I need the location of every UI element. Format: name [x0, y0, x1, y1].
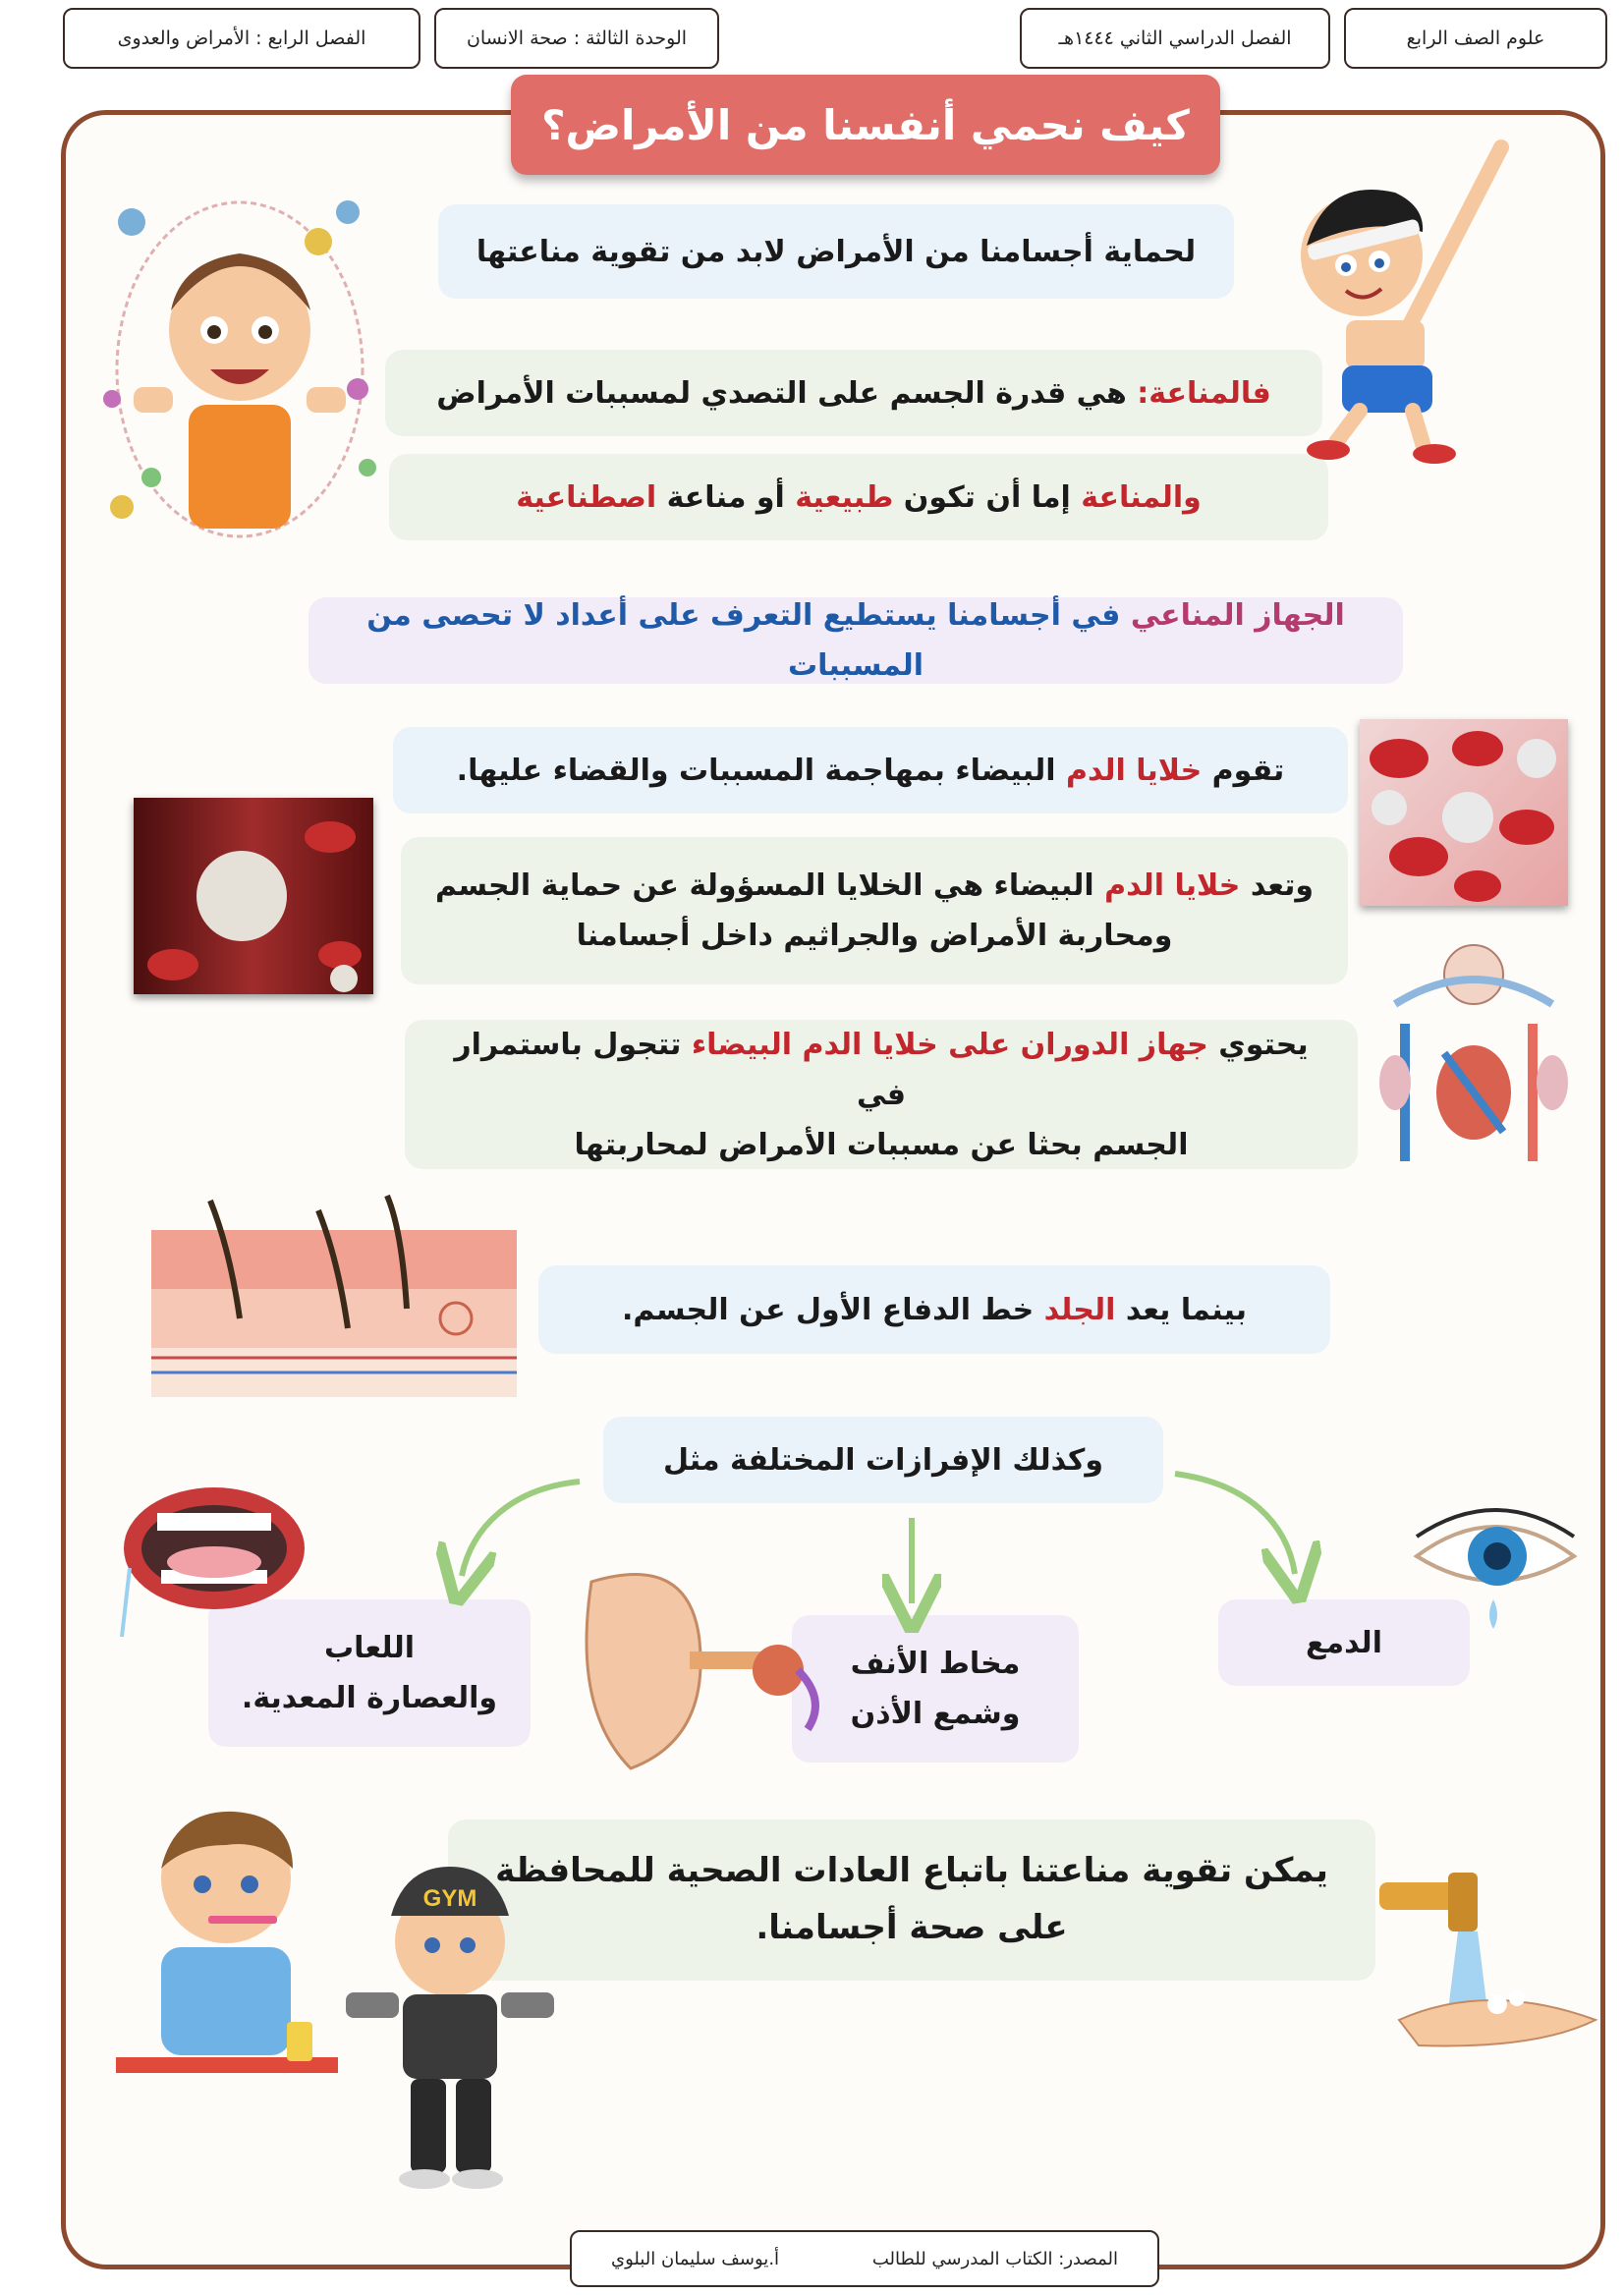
circulatory-system-illustration	[1366, 935, 1578, 1181]
skin-illustration	[151, 1191, 517, 1399]
gym-cap-label: GYM	[422, 1885, 477, 1912]
page-footer	[570, 2230, 1159, 2287]
header-chapter: الفصل الرابع : الأمراض والعدوى	[63, 8, 420, 69]
header-term: الفصل الدراسي الثاني ١٤٤٤هـ	[1020, 8, 1330, 69]
tears-box: الدمع	[1218, 1599, 1470, 1686]
skin-box: بينما يعد الجلد خط الدفاع الأول عن الجسم.	[538, 1265, 1330, 1354]
eye-illustration	[1407, 1497, 1584, 1635]
mouth-illustration	[116, 1480, 312, 1647]
healthy-habits-box: يمكن تقوية مناعتنا باتباع العادات الصحية للمحافظة على صحة أجسامنا.	[448, 1819, 1375, 1981]
blood-cells-drawing	[1360, 719, 1568, 906]
circulatory-box: يحتوي جهاز الدوران على خلايا الدم البيضاء تتجول باستمرار في الجسم بحثا عن مسببات الأمراض لمحاربتها	[405, 1020, 1358, 1169]
nose-ear-box: مخاط الأنف وشمع الأذن	[792, 1615, 1079, 1763]
header-subject: علوم الصف الرابع	[1344, 8, 1607, 69]
footer-author: أ.يوسف سليمان البلوي	[611, 2248, 780, 2269]
toothbrush-boy-illustration	[116, 1800, 338, 2085]
ear-illustration	[552, 1562, 833, 1782]
secretions-box: وكذلك الإفرازات المختلفة مثل	[603, 1417, 1163, 1503]
immune-system-box: الجهاز المناعي في أجسامنا يستطيع التعرف على أعداد لا تحصى من المسببات	[308, 597, 1403, 684]
white-cell-drawing	[134, 798, 373, 994]
blood-cells-image-right	[1360, 719, 1568, 906]
white-cells-role-box: وتعد خلايا الدم البيضاء هي الخلايا المسؤولة عن حماية الجسم ومحاربة الأمراض والجراثيم داخل أجسامنا	[401, 837, 1348, 984]
germs-boy-illustration	[92, 183, 393, 542]
immunity-types-box: والمناعة إما أن تكون طبيعية أو مناعة اصطناعية	[389, 454, 1328, 540]
saliva-box: اللعاب والعصارة المعدية.	[208, 1599, 531, 1747]
header-unit: الوحدة الثالثة : صحة الانسان	[434, 8, 719, 69]
gym-boy-illustration	[346, 1847, 554, 2191]
immunity-definition-box: فالمناعة: هي قدرة الجسم على التصدي لمسببات الأمراض	[385, 350, 1322, 436]
footer-source: المصدر: الكتاب المدرسي للطالب	[871, 2248, 1118, 2269]
white-cells-attack-box: تقوم خلايا الدم البيضاء بمهاجمة المسببات والقضاء عليها.	[393, 727, 1348, 813]
white-cell-image-left	[134, 798, 373, 994]
handwashing-illustration	[1360, 1853, 1603, 2059]
intro-box: لحماية أجسامنا من الأمراض لابد من تقوية مناعتها	[438, 204, 1234, 299]
stretching-boy-illustration	[1277, 138, 1515, 462]
page-title: كيف نحمي أنفسنا من الأمراض؟	[511, 75, 1220, 175]
